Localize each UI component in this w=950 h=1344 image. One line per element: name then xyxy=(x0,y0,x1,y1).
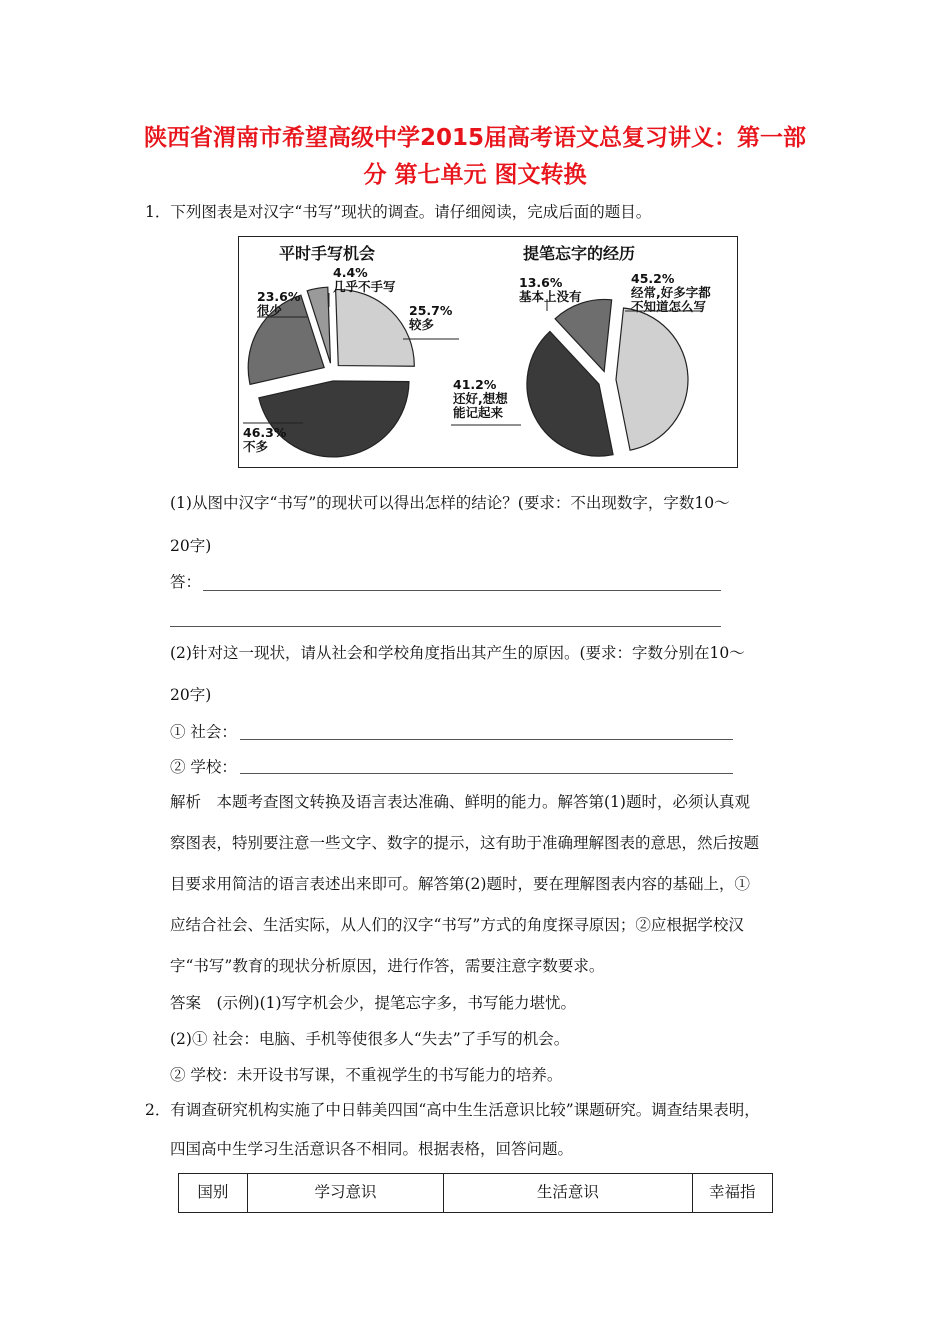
slice-category-label: 不多 xyxy=(243,439,269,454)
table-header-cell: 幸福指 xyxy=(692,1174,772,1213)
analysis-line-4: 应结合社会、生活实际，从人们的汉字“书写”方式的角度探寻原因；②应根据学校汉 xyxy=(170,916,744,934)
q1-sub2-line2: 20字) xyxy=(170,686,212,704)
pie-slice xyxy=(336,290,415,367)
slice-category-label: 经常,好多字都 xyxy=(631,285,711,300)
analysis-line-1: 解析 本题考查图文转换及语言表达准确、鲜明的能力。解答第(1)题时，必须认真观 xyxy=(170,793,750,811)
slice-category-label: 几乎不手写 xyxy=(333,279,396,294)
analysis-line-2: 察图表，特别要注意一些文字、数字的提示，这有助于准确理解图表的意思，然后按题 xyxy=(170,834,760,852)
slice-percent-label: 25.7% xyxy=(409,303,453,318)
analysis-line-3: 目要求用简洁的语言表述出来即可。解答第(2)题时，要在理解图表内容的基础上，① xyxy=(170,875,750,893)
pie-charts xyxy=(239,237,739,469)
school-label: ② 学校： xyxy=(170,758,237,776)
slice-percent-label: 45.2% xyxy=(631,271,675,286)
q1-sub1-line2: 20字) xyxy=(170,537,212,555)
q2-line1: 2．有调查研究机构实施了中日韩美四国“高中生生活意识比较”课题研究。调查结果表明， xyxy=(145,1101,760,1119)
answer-line-1[interactable] xyxy=(203,590,721,591)
answer-line-a: 答案 (示例)(1)写字机会少，提笔忘字多，书写能力堪忧。 xyxy=(170,994,577,1012)
answer-label: 答： xyxy=(170,573,202,591)
chart-figure xyxy=(238,236,738,468)
doc-title-line2: 分 第七单元 图文转换 xyxy=(363,162,587,188)
q1-sub2-line1: (2)针对这一现状，请从社会和学校角度指出其产生的原因。(要求：字数分别在10～ xyxy=(170,644,745,662)
table-header-cell: 国别 xyxy=(179,1174,248,1213)
table-header-cell: 学习意识 xyxy=(247,1174,444,1213)
chart2-title: 提笔忘字的经历 xyxy=(522,244,636,263)
slice-category-label: 还好,想想 xyxy=(453,391,508,406)
society-label: ① 社会： xyxy=(170,723,237,741)
chart1-title: 平时手写机会 xyxy=(278,244,376,263)
comparison-table xyxy=(178,1173,773,1213)
pie-slice xyxy=(616,308,688,450)
slice-category-label: 基本上没有 xyxy=(519,289,582,304)
slice-percent-label: 4.4% xyxy=(333,265,368,280)
slice-category-label: 不知道怎么写 xyxy=(631,299,707,314)
slice-percent-label: 13.6% xyxy=(519,275,563,290)
slice-category-label: 较多 xyxy=(409,317,435,332)
society-answer-line[interactable] xyxy=(240,739,733,740)
pie-slice xyxy=(259,381,409,457)
table-header-row xyxy=(179,1174,773,1213)
table-header-cell: 生活意识 xyxy=(444,1174,692,1213)
doc-title-line1: 陕西省渭南市希望高级中学2015届高考语文总复习讲义：第一部 xyxy=(143,125,806,151)
q2-line2: 四国高中生学习生活意识各不相同。根据表格，回答问题。 xyxy=(170,1140,574,1158)
school-answer-line[interactable] xyxy=(240,773,733,774)
q1-intro: 1．下列图表是对汉字“书写”现状的调查。请仔细阅读，完成后面的题目。 xyxy=(145,203,652,221)
slice-percent-label: 46.3% xyxy=(243,425,287,440)
slice-percent-label: 41.2% xyxy=(453,377,497,392)
analysis-line-5: 字“书写”教育的现状分析原因，进行作答，需要注意字数要求。 xyxy=(170,957,605,975)
q1-sub1-line1: (1)从图中汉字“书写”的现状可以得出怎样的结论？(要求：不出现数字，字数10～ xyxy=(170,494,730,512)
answer-line-2[interactable] xyxy=(170,626,721,627)
answer-line-b: (2)① 社会：电脑、手机等使很多人“失去”了手写的机会。 xyxy=(170,1030,570,1048)
slice-category-label: 能记起来 xyxy=(453,405,504,420)
answer-line-c: ② 学校：未开设书写课，不重视学生的书写能力的培养。 xyxy=(170,1066,563,1084)
slice-percent-label: 23.6% xyxy=(257,289,301,304)
slice-category-label: 很少 xyxy=(257,303,283,318)
